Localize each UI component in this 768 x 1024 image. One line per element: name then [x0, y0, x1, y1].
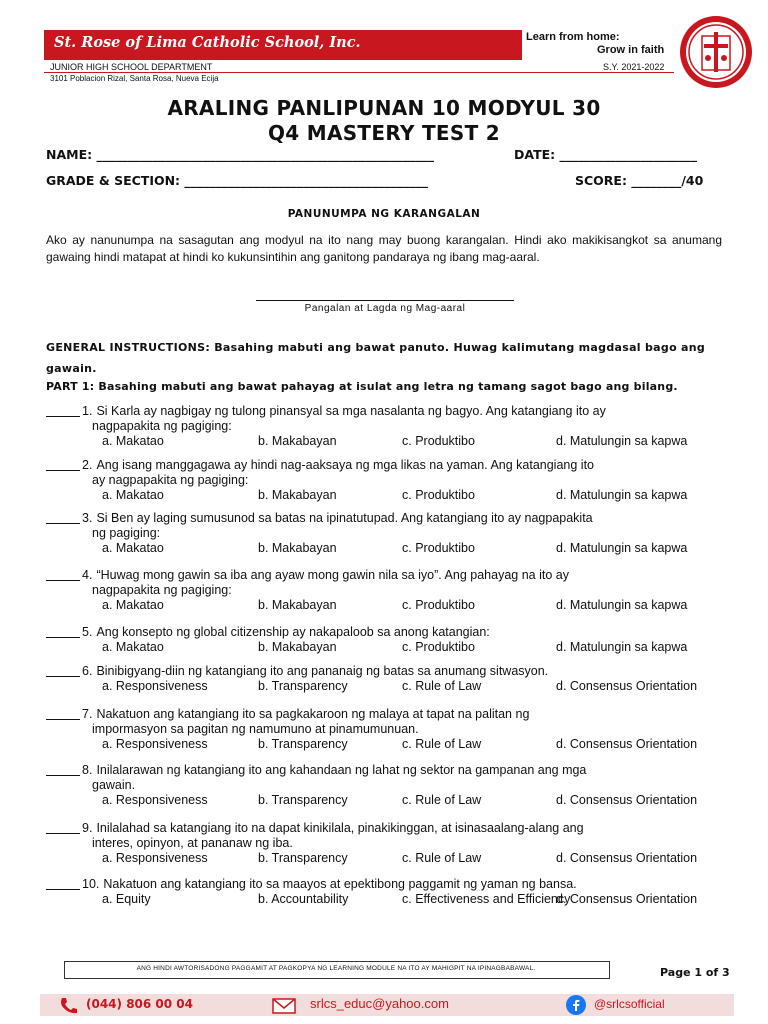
- question-text: Binibigyang-diin ng katangiang ito ang pananaig ng batas sa anumang sitwasyon.: [96, 664, 549, 678]
- oath-text: Ako ay nanunumpa na sasagutan ang modyul na ito nang may buong karangalan. Hindi ako makikisangkot sa anumang gawaing hindi matapat at hindi ko kukunsintihin ang ganitong pandaraya ng ibang mag-aaral.: [46, 233, 722, 264]
- choices-row: [46, 892, 736, 907]
- question-number: 1.: [82, 404, 93, 418]
- choice-d: d. Consensus Orientation: [556, 851, 698, 865]
- choice-b: b. Makabayan: [258, 640, 337, 654]
- facebook-icon: [566, 995, 586, 1015]
- page-number: Page 1 of 3: [660, 966, 730, 979]
- choice-d: d. Consensus Orientation: [556, 679, 698, 693]
- choice-d: d. Matulungin sa kapwa: [556, 434, 688, 448]
- phone-icon: [58, 996, 80, 1016]
- choice-b: b. Accountability: [258, 892, 349, 906]
- header-divider: [44, 72, 674, 73]
- choice-a: a. Makatao: [102, 541, 164, 555]
- question-text: Inilalahad sa katangiang ito na dapat kinikilala, pinakikinggan, at isinasaalang-alang ang: [96, 821, 584, 835]
- question-text-continued: nagpapakita ng pagiging:: [92, 583, 232, 597]
- school-seal-icon: [678, 14, 754, 90]
- choice-b: b. Makabayan: [258, 434, 337, 448]
- module-title: ARALING PANLIPUNAN 10 MODYUL 30: [167, 96, 601, 120]
- school-year: S.Y. 2021-2022: [603, 62, 665, 72]
- question-text-continued: impormasyon sa pagitan ng namumuno at pinamumunuan.: [92, 722, 419, 736]
- choice-a: a. Responsiveness: [102, 737, 208, 751]
- oath-heading: PANUNUMPA NG KARANGALAN: [287, 208, 481, 220]
- question-item: [46, 707, 736, 752]
- grade-section-field[interactable]: GRADE & SECTION: _______________________________________: [46, 173, 429, 188]
- question-text: Ang isang manggagawa ay hindi nag-aaksaya ng mga likas na yaman. Ang katangiang ito: [96, 458, 594, 472]
- choice-a: a. Responsiveness: [102, 851, 208, 865]
- question-number: 2.: [82, 458, 93, 472]
- question-text: Inilalarawan ng katangiang ito ang kahandaan ng lahat ng sektor na gampanan ang mga: [96, 763, 587, 777]
- department-label: JUNIOR HIGH SCHOOL DEPARTMENT: [50, 62, 213, 72]
- question-item: [46, 458, 736, 503]
- choice-b: b. Makabayan: [258, 488, 337, 502]
- name-field[interactable]: NAME: ______________________________________________________: [46, 147, 434, 162]
- choice-b: b. Transparency: [258, 793, 348, 807]
- question-item: [46, 821, 736, 866]
- choice-d: d. Matulungin sa kapwa: [556, 488, 688, 502]
- choices-row: [46, 488, 736, 503]
- choice-c: c. Produktibo: [402, 434, 475, 448]
- question-item: [46, 511, 736, 556]
- question-number: 4.: [82, 568, 93, 582]
- choice-d: d. Consensus Orientation: [556, 737, 698, 751]
- choice-b: b. Makabayan: [258, 541, 337, 555]
- choice-b: b. Transparency: [258, 737, 348, 751]
- answer-blank[interactable]: [46, 707, 80, 720]
- choice-a: a. Makatao: [102, 488, 164, 502]
- choice-a: a. Makatao: [102, 598, 164, 612]
- school-name: St. Rose of Lima Catholic School, Inc.: [54, 34, 361, 51]
- choice-a: a. Equity: [102, 892, 151, 906]
- question-item: [46, 625, 736, 655]
- question-item: [46, 404, 736, 449]
- choice-b: b. Makabayan: [258, 598, 337, 612]
- choice-a: a. Responsiveness: [102, 679, 208, 693]
- score-field: SCORE: ________/40: [575, 173, 704, 188]
- answer-blank[interactable]: [46, 763, 80, 776]
- answer-blank[interactable]: [46, 877, 80, 890]
- question-item: [46, 877, 736, 907]
- signature-line[interactable]: [256, 300, 514, 301]
- answer-blank[interactable]: [46, 625, 80, 638]
- question-text: Nakatuon ang katangiang ito sa maayos at epektibong paggamit ng yaman ng bansa.: [103, 877, 577, 891]
- answer-blank[interactable]: [46, 821, 80, 834]
- school-address: 3101 Poblacion Rizal, Santa Rosa, Nueva Ecija: [50, 74, 219, 83]
- choice-c: c. Rule of Law: [402, 737, 482, 751]
- tagline-faith: Grow in faith: [597, 44, 665, 56]
- choice-d: d. Matulungin sa kapwa: [556, 640, 688, 654]
- answer-blank[interactable]: [46, 404, 80, 417]
- question-number: 7.: [82, 707, 93, 721]
- question-text-continued: gawain.: [92, 778, 136, 792]
- question-text-continued: ay nagpapakita ng pagiging:: [92, 473, 249, 487]
- question-item: [46, 664, 736, 694]
- choices-row: [46, 434, 736, 449]
- question-text: “Huwag mong gawin sa iba ang ayaw mong gawin nila sa iyo”. Ang pahayag na ito ay: [96, 568, 569, 582]
- choices-row: [46, 598, 736, 613]
- choice-a: a. Makatao: [102, 640, 164, 654]
- choice-c: c. Rule of Law: [402, 851, 482, 865]
- choice-c: c. Rule of Law: [402, 679, 482, 693]
- question-text: Si Karla ay nagbigay ng tulong pinansyal sa mga nasalanta ng bagyo. Ang katangiang ito ay: [96, 404, 606, 418]
- question-text-continued: interes, opinyon, at pananaw ng iba.: [92, 836, 293, 850]
- question-item: [46, 568, 736, 613]
- question-number: 8.: [82, 763, 93, 777]
- choice-c: c. Produktibo: [402, 541, 475, 555]
- facebook-handle[interactable]: @srlcsofficial: [594, 997, 665, 1011]
- choice-b: b. Transparency: [258, 679, 348, 693]
- date-field[interactable]: DATE: ______________________: [514, 147, 697, 162]
- choices-row: [46, 640, 736, 655]
- choice-b: b. Transparency: [258, 851, 348, 865]
- choices-row: [46, 541, 736, 556]
- choice-d: d. Consensus Orientation: [556, 793, 698, 807]
- general-instructions: GENERAL INSTRUCTIONS: Basahing mabuti ang bawat panuto. Huwag kalimutang magdasal bago ang gawain.: [46, 341, 706, 375]
- phone-number[interactable]: (044) 806 00 04: [86, 997, 193, 1011]
- email-address[interactable]: srlcs_educ@yahoo.com: [310, 996, 449, 1011]
- test-title: Q4 MASTERY TEST 2: [267, 121, 501, 145]
- answer-blank[interactable]: [46, 458, 80, 471]
- question-text-continued: nagpapakita ng pagiging:: [92, 419, 232, 433]
- choices-row: [46, 851, 736, 866]
- choice-a: a. Makatao: [102, 434, 164, 448]
- answer-blank[interactable]: [46, 568, 80, 581]
- choices-row: [46, 793, 736, 808]
- choice-d: d. Matulungin sa kapwa: [556, 598, 688, 612]
- question-number: 10.: [82, 877, 100, 891]
- question-text-continued: ng pagiging:: [92, 526, 161, 540]
- question-text: Si Ben ay laging sumusunod sa batas na ipinatutupad. Ang katangiang ito ay nagpapakita: [96, 511, 593, 525]
- answer-blank[interactable]: [46, 664, 80, 677]
- choice-c: c. Produktibo: [402, 640, 475, 654]
- question-number: 5.: [82, 625, 93, 639]
- choices-row: [46, 679, 736, 694]
- choice-c: c. Produktibo: [402, 488, 475, 502]
- choice-d: d. Consensus Orientation: [556, 892, 698, 906]
- copyright-notice: ANG HINDI AWTORISADONG PAGGAMIT AT PAGKOPYA NG LEARNING MODULE NA ITO AY MAHIGPIT NA IPINAGBABAWAL.: [136, 965, 536, 972]
- question-number: 6.: [82, 664, 93, 678]
- choice-d: d. Matulungin sa kapwa: [556, 541, 688, 555]
- choice-a: a. Responsiveness: [102, 793, 208, 807]
- question-text: Nakatuon ang katangiang ito sa pagkakaroon ng malaya at tapat na palitan ng: [96, 707, 530, 721]
- question-number: 9.: [82, 821, 93, 835]
- answer-blank[interactable]: [46, 511, 80, 524]
- question-number: 3.: [82, 511, 93, 525]
- signature-label: Pangalan at Lagda ng Mag-aaral: [304, 303, 466, 314]
- question-item: [46, 763, 736, 808]
- choices-row: [46, 737, 736, 752]
- part1-instructions: PART 1: Basahing mabuti ang bawat pahayag at isulat ang letra ng tamang sagot bago ang bilang.: [46, 380, 678, 393]
- choice-c: c. Produktibo: [402, 598, 475, 612]
- mail-icon: [272, 998, 296, 1014]
- choice-c: c. Rule of Law: [402, 793, 482, 807]
- tagline-learn: Learn from home:: [526, 31, 620, 43]
- choice-c: c. Effectiveness and Efficiency: [402, 892, 571, 906]
- question-text: Ang konsepto ng global citizenship ay nakapaloob sa anong katangian:: [96, 625, 490, 639]
